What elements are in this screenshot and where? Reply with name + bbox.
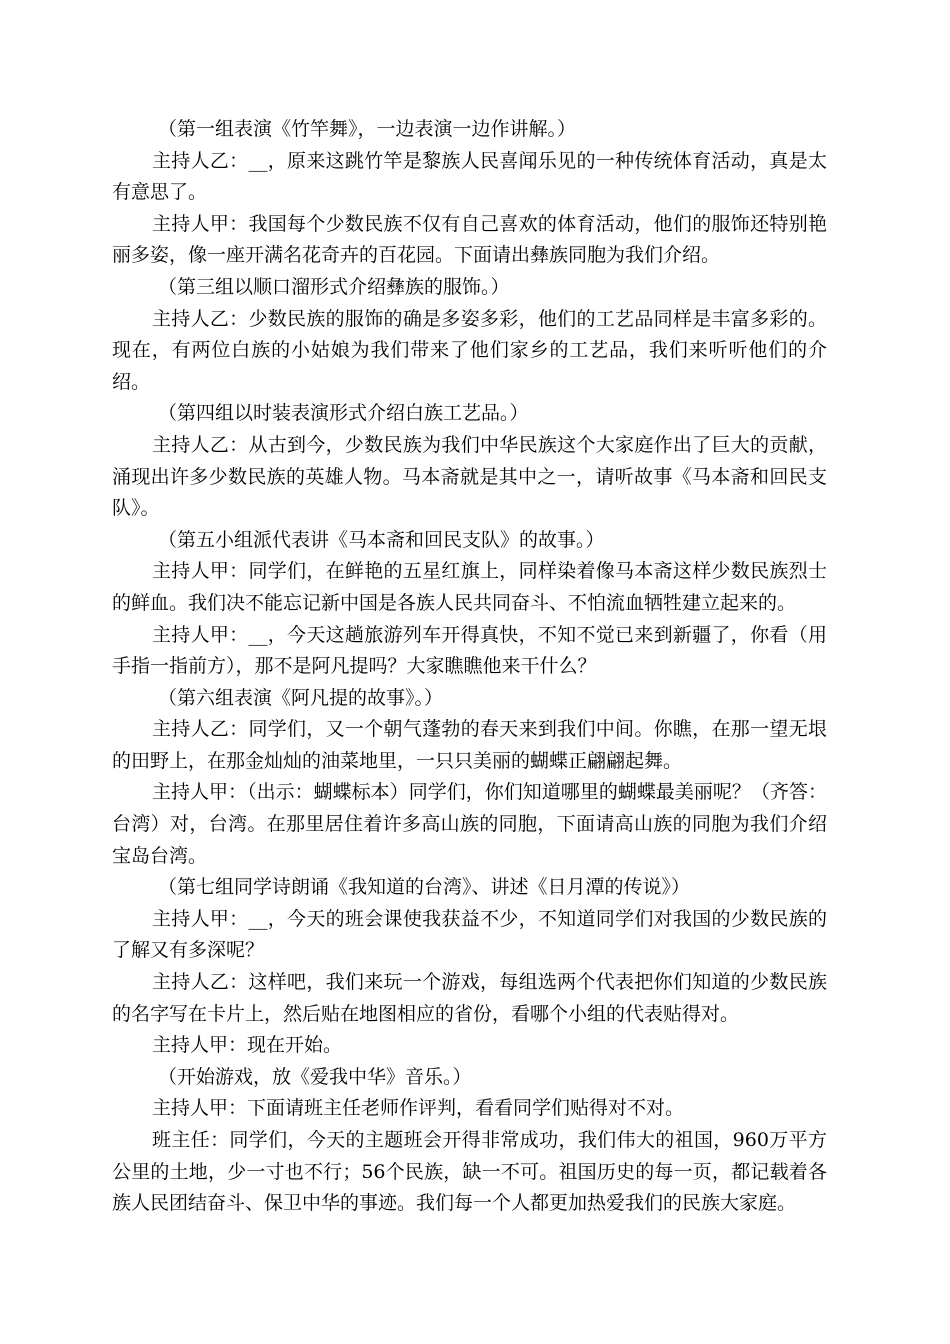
host-b-line: 主持人乙：少数民族的服饰的确是多姿多彩，他们的工艺品同样是丰富多彩的。现在，有两位白族的小姑娘为我们带来了他们家乡的工艺品，我们来听听他们的介绍。 [112, 307, 827, 393]
host-a-line: 主持人甲：__，今天这趟旅游列车开得真快，不知不觉已来到新疆了，你看（用手指一指前方），那不是阿凡提吗？大家瞧瞧他来干什么？ [112, 623, 827, 678]
stage-direction: （第四组以时装表演形式介绍白族工艺品。） [158, 402, 529, 425]
stage-direction: （第七组同学诗朗诵《我知道的台湾》、讲述《日月潭的传说》） [158, 876, 691, 899]
teacher-line: 班主任：同学们，今天的主题班会开得非常成功，我们伟大的祖国，960万平方公里的土地，少一寸也不行；56个民族，缺一不可。祖国历史的每一页，都记载着各族人民团结奋斗、保卫中华的事迹。我们每一个人都更加热爱我们的民族大家庭。 [112, 1129, 827, 1215]
host-b-line: 主持人乙：这样吧，我们来玩一个游戏，每组选两个代表把你们知道的少数民族的名字写在卡片上，然后贴在地图相应的省份，看哪个小组的代表贴得对。 [112, 971, 827, 1025]
stage-direction: （开始游戏，放《爱我中华》音乐。） [158, 1065, 472, 1088]
stage-direction: （第一组表演《竹竿舞》，一边表演一边作讲解。） [158, 118, 577, 140]
host-a-line: 主持人甲：__，今天的班会课使我获益不少，不知道同学们对我国的少数民族的了解又有多深呢？ [112, 907, 827, 962]
host-b-line: 主持人乙：__，原来这跳竹竿是黎族人民喜闻乐见的一种传统体育活动，真是太有意思了。 [112, 149, 827, 204]
host-b-line: 主持人乙：同学们，又一个朝气蓬勃的春天来到我们中间。你瞧，在那一望无垠的田野上，在那金灿灿的油菜地里，一只只美丽的蝴蝶正翩翩起舞。 [112, 718, 827, 772]
host-a-line: 主持人甲：我国每个少数民族不仅有自己喜欢的体育活动，他们的服饰还特别艳丽多姿，像一座开满名花奇卉的百花园。下面请出彝族同胞为我们介绍。 [112, 212, 827, 267]
host-a-line: 主持人甲：现在开始。 [152, 1034, 343, 1057]
host-a-line: 主持人甲：（出示：蝴蝶标本）同学们，你们知道哪里的蝴蝶最美丽呢？（齐答：台湾）对，台湾。在那里居住着许多高山族的同胞，下面请高山族的同胞为我们介绍宝岛台湾。 [112, 781, 827, 867]
host-a-line: 主持人甲：下面请班主任老师作评判，看看同学们贴得对不对。 [152, 1097, 685, 1120]
stage-direction: （第三组以顺口溜形式介绍彝族的服饰。） [158, 275, 510, 298]
stage-direction: （第六组表演《阿凡提的故事》。） [158, 686, 444, 709]
host-b-line: 主持人乙：从古到今，少数民族为我们中华民族这个大家庭作出了巨大的贡献，涌现出许多少数民族的英雄人物。马本斋就是其中之一，请听故事《马本斋和回民支队》。 [112, 433, 827, 520]
document-page [112, 114, 827, 1220]
stage-direction: （第五小组派代表讲《马本斋和回民支队》的故事。） [158, 528, 605, 551]
host-a-line: 主持人甲：同学们，在鲜艳的五星红旗上，同样染着像马本斋这样少数民族烈士的鲜血。我们决不能忘记新中国是各族人民共同奋斗、不怕流血牺牲建立起来的。 [112, 560, 827, 614]
